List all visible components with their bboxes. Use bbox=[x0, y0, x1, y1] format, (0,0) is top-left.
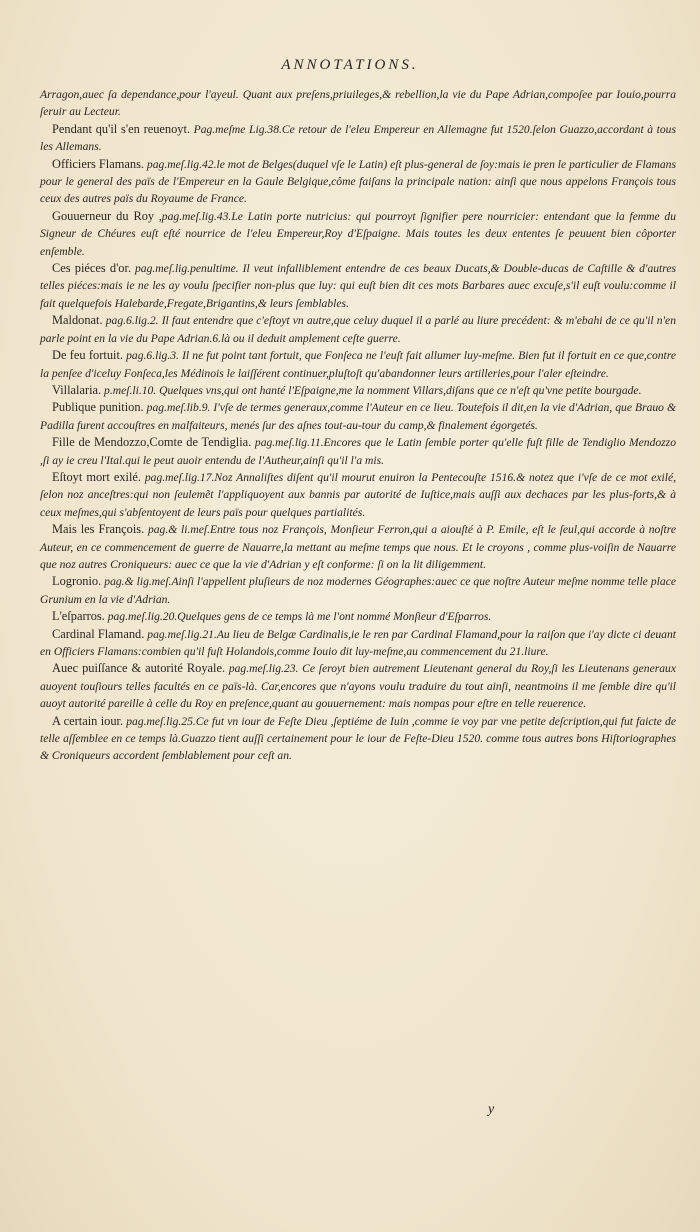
annotation-paragraph bbox=[40, 260, 676, 312]
annotation-note: pag.meſ.lig.11.Encores que le Latin ſemble porter qu'elle fuſt fille de Tendiglio Mendozzo ,ſi ay ie creu l'Ital.qui le peut auoir entendu de l'Autheur,ainſi qu'il l'a mis. bbox=[40, 436, 676, 467]
annotation-term: Eſtoyt mort exilé. bbox=[52, 469, 141, 484]
annotation-note: ,pag.meſ.lig.43.Le Latin porte nutricius: qui pourroyt ſignifier pere nourricier: entendant que la femme du Signeur de Chéures euſt eſté nourrice de l'eleu Empereur,Roy d'Eſpaigne. Mais toutes les deux ententes ſe peuuent bien côporter enſemble. bbox=[40, 209, 676, 258]
annotation-note: pag.meſ.lib.9. I'vſe de termes generaux,comme l'Auteur en ce lieu. Toutefois il dit,en la vie d'Adrian, que Brauo & Padilla furent accouſtres en malfaiteurs, menés ſur des aſnes tout-au-tour du camp,& finalement égorgetés. bbox=[40, 401, 676, 432]
annotation-term: Villalaria. bbox=[52, 382, 102, 397]
annotation-term: Cardinal Flamand. bbox=[52, 626, 145, 641]
annotation-paragraph bbox=[40, 347, 676, 382]
annotation-note: pag.& lig.meſ.Ainſi l'appellent pluſieurs de noz modernes Géographes:auec ce que noſtre Auteur meſme nomme telle place Grunium en la vie d'Adrian. bbox=[40, 575, 676, 606]
annotation-paragraph bbox=[40, 86, 676, 121]
annotation-term: Fille de Mendozzo,Comte de Tendiglia. bbox=[52, 435, 252, 450]
annotation-term: Pendant qu'il s'en reuenoyt. bbox=[52, 121, 191, 136]
annotation-term: Publique punition. bbox=[52, 400, 144, 415]
annotation-note: pag.meſ.lig.42.le mot de Belges(duquel vſe le Latin) eſt plus-general de ſoy:mais ie pren le particulier de Flamans pour le general des païs de l'Empereur en la Gaule Belgique,côme faiſans la principale nation: ainſi que nous appelons François tous ceux des autres païs du Royaume de France. bbox=[40, 157, 676, 206]
annotation-paragraph bbox=[40, 608, 676, 625]
annotation-term: Gouuerneur du Roy bbox=[52, 208, 155, 223]
annotation-paragraph bbox=[40, 121, 676, 156]
annotation-paragraph bbox=[40, 208, 676, 260]
annotation-paragraph bbox=[40, 521, 676, 573]
annotation-term: Auec puiſſance & autorité Royale. bbox=[52, 661, 226, 676]
page-header: ANNOTATIONS. bbox=[281, 57, 419, 73]
annotation-paragraph bbox=[40, 469, 676, 521]
annotation-paragraph bbox=[40, 626, 676, 661]
annotation-note: pag.6.lig.2. Il faut entendre que c'eſtoyt vn autre,que celuy duquel il a parlé au liure precédent: & m'ebahi de ce qu'il n'en parle point en la vie du Pape Adrian.6.là ou il deduit amplement ceſte guerre. bbox=[40, 314, 676, 345]
annotation-note: pag.meſ.lig.25.Ce fut vn iour de Feſte Dieu ,ſeptiéme de Iuin ,comme ie voy par vne petite deſcription,qui fut faicte de telle aſſemblee en ce temps là.Guazzo tient auſſi certainement pour le iour de Feſte-Dieu 1520. comme tous autres bons Hiſtoriographes & Croniqueurs accordent ſemblablement pour ceſt an. bbox=[40, 714, 676, 763]
annotation-note: Arragon,auec ſa dependance,pour l'ayeul. Quant aux preſens,priuileges,& rebellion,la vie du Pape Adrian,compoſee par Iouio,pourra ſeruir au Lecteur. bbox=[40, 88, 676, 119]
annotation-note: pag.6.lig.3. Il ne fut point tant fortuit, que Fonſeca ne l'euſt fait allumer luy-meſme. Bien fut il fortuit en ce que,contre la penſee d'iceluy Fonſeca,les Médinois le laiſſérent continuer,pluſtoſt qu'abandonner leurs artilleries,pour l'aler eſteindre. bbox=[40, 349, 676, 380]
annotation-paragraph bbox=[40, 382, 676, 399]
annotation-paragraph bbox=[40, 399, 676, 434]
annotation-paragraph bbox=[40, 312, 676, 347]
annotation-term: A certain iour. bbox=[52, 713, 124, 728]
annotation-note: pag.meſ.lig.17.Noz Annaliſtes diſent qu'il mourut enuiron la Pentecouſte 1516.& notez que i'vſe de ce mot exilé, ſelon noz anceſtres:qui non ſeulemẽt l'appliquoyent aux bannis par autorité de Iuſtice,mais auſſi aux dechaces par les plus-forts,& à ceux meſmes,qui s'abſentoyent de leurs païs pour quelques partialités. bbox=[40, 470, 676, 519]
annotation-note: p.meſ.li.10. Quelques vns,qui ont hanté l'Eſpaigne,me la nomment Villars,diſans que ce n'eſt qu'vne petite bourgade. bbox=[101, 383, 642, 397]
annotation-term: Officiers Flamans. bbox=[52, 156, 145, 171]
annotation-paragraph bbox=[40, 156, 676, 208]
annotation-paragraph bbox=[40, 713, 676, 765]
annotation-term: Maldonat. bbox=[52, 313, 103, 328]
annotation-term: De feu fortuit. bbox=[52, 348, 123, 363]
annotation-term: L'eſparros. bbox=[52, 609, 105, 624]
annotation-term: Logronio. bbox=[52, 574, 102, 589]
annotation-paragraph bbox=[40, 660, 676, 712]
annotation-note: pag.meſ.lig.penultime. Il veut infalliblement entendre de ces beaux Ducats,& Double-ducas de Caſtille & d'autres telles piéces:mais ie ne les ay voulu ſpecifier non-plus que luy: qui euſt bien dit ces mots Barbares auec excuſe,s'il euſt voulu:comme il fait quelquefois Halebarde,Fregate,Brigantins,& leurs ſemblables. bbox=[40, 262, 677, 310]
annotation-term: Ces piéces d'or. bbox=[52, 261, 132, 276]
annotation-note: pag.& li.meſ.Entre tous noz François, Monſieur Ferron,qui a aiouſté à P. Emile, eſt le ſeul,qui accorde à noſtre Auteur, en ce commencement de guerre de Nauarre,la mettant au meſme temps que nous. Et le croyons , comme plus-voiſin de Nauarre que noz autres Croniqueurs: auec ce que la vie d'Adrian y eſt conforme: ſi on la lit diligemment. bbox=[40, 523, 677, 571]
annotation-note: Pag.meſme Lig.38.Ce retour de l'eleu Empereur en Allemagne fut 1520.ſelon Guazzo,accordant à tous les Allemans. bbox=[40, 122, 676, 154]
annotation-note: pag.meſ.lig.20.Quelques gens de ce temps là me l'ont nommé Monſieur d'Eſparros. bbox=[104, 610, 492, 624]
annotation-note: pag.meſ.lig.21.Au lieu de Belgæ Cardinalis,ie le ren par Cardinal Flamand,pour la raiſon que i'ay dicte ci deuant en Officiers Flamans:combien qu'il fuſt Holandois,comme Iouio dit luy-meſme,au commencement du 21.liure. bbox=[40, 627, 676, 658]
annotations-body bbox=[40, 86, 676, 765]
annotation-paragraph bbox=[40, 434, 676, 469]
annotation-term: Mais les François. bbox=[52, 522, 145, 537]
signature-mark: y bbox=[488, 1102, 495, 1117]
annotation-note: pag.meſ.lig.23. Ce ſeroyt bien autrement Lieutenant general du Roy,ſi les Lieutenans generaux auoyent touſiours telles facultés en ce païs-là. Car,encores que n'ayons voulu traduire du tout ainſi, neantmoins il me ſemble dire qu'il auoyt autorité pareille à celle du Roy en preſence,quant au gouuernement: mais nompas pour eſtre en telle reuerence. bbox=[40, 662, 677, 711]
annotation-paragraph bbox=[40, 573, 676, 608]
